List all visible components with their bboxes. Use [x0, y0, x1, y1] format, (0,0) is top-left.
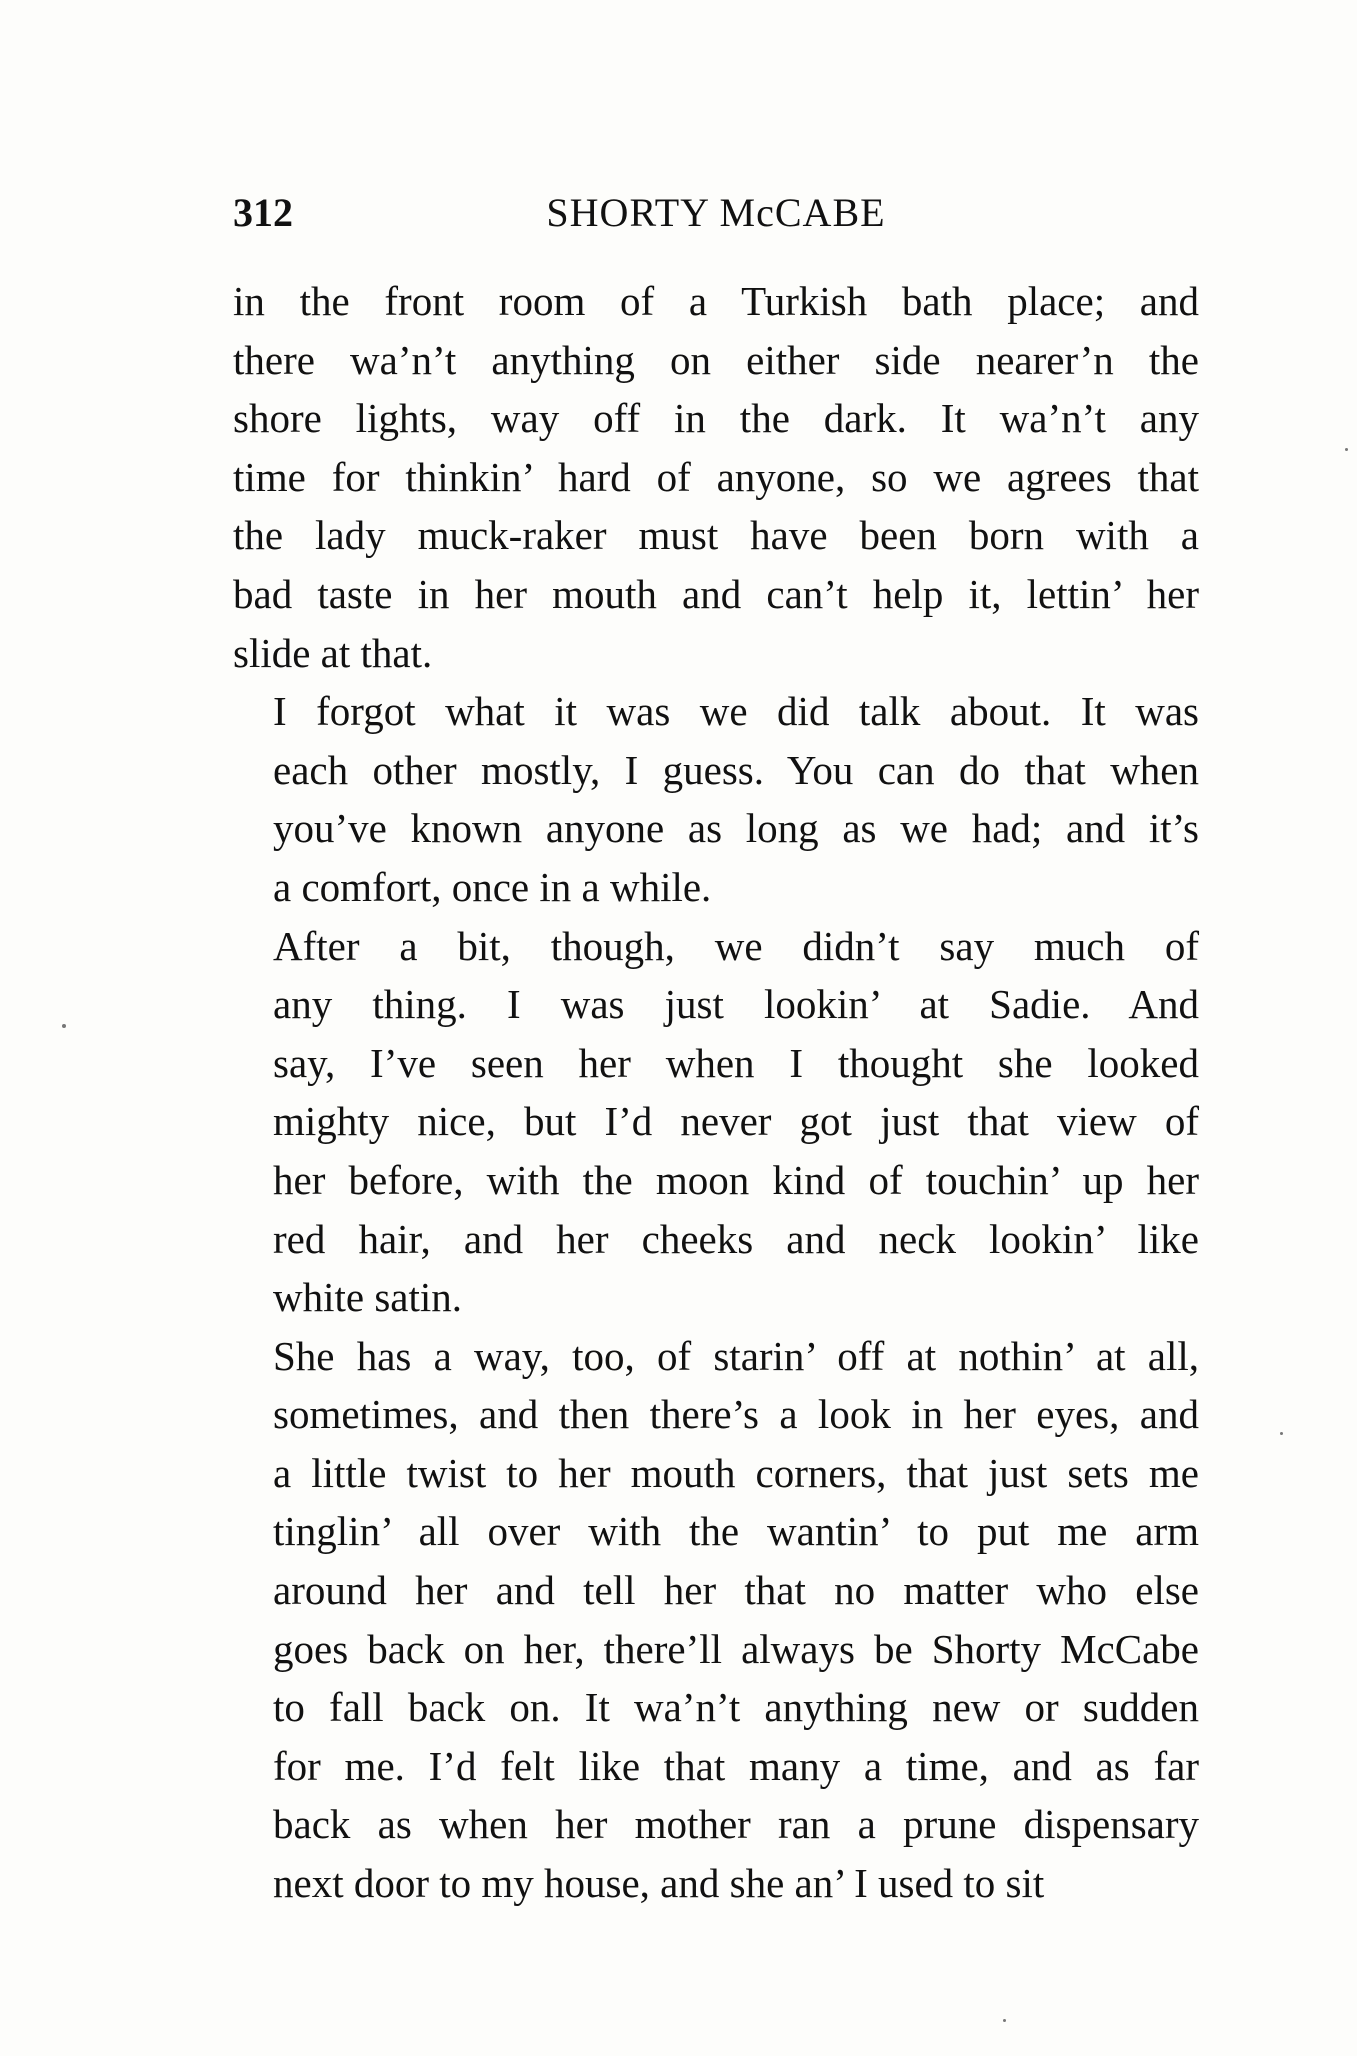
text-line: in the front room of a Turkish bath place; and — [233, 278, 1199, 324]
text-line: slide at that. — [233, 629, 433, 676]
text-line: She has a way, too, of starin’ off at nothin’ at all, — [273, 1332, 1199, 1379]
book-title: SHORTY McCABE — [546, 190, 886, 235]
text-line: next door to my house, and she an’ I used to sit — [273, 1860, 1045, 1907]
print-speck — [62, 1024, 66, 1028]
paragraph — [233, 1327, 1199, 1913]
text-line: back as when her mother ran a prune dispensary — [273, 1801, 1199, 1848]
text-line: goes back on her, there’ll always be Shorty McCabe — [273, 1625, 1199, 1672]
text-line: the lady muck-raker must have been born with a — [233, 512, 1199, 559]
text-line: her before, with the moon kind of touchin’ up her — [273, 1156, 1199, 1203]
paragraph — [233, 682, 1199, 916]
text-line: each other mostly, I guess. You can do that when — [273, 746, 1199, 793]
text-line: time for thinkin’ hard of anyone, so we agrees that — [233, 453, 1199, 500]
paragraph — [233, 272, 1199, 682]
text-line: for me. I’d felt like that many a time, and as far — [273, 1742, 1199, 1789]
text-line: tinglin’ all over with the wantin’ to put me arm — [273, 1508, 1199, 1555]
print-speck — [1003, 2019, 1006, 2022]
page-number: 312 — [233, 190, 293, 235]
text-line: red hair, and her cheeks and neck lookin’ like — [273, 1215, 1199, 1262]
text-line: a little twist to her mouth corners, that just sets me — [273, 1449, 1199, 1496]
text-line: After a bit, though, we didn’t say much of — [273, 922, 1199, 969]
print-speck — [1280, 1432, 1283, 1435]
paragraph — [233, 917, 1199, 1327]
text-line: say, I’ve seen her when I thought she looked — [273, 1039, 1199, 1086]
text-line: to fall back on. It wa’n’t anything new or sudden — [273, 1684, 1199, 1731]
text-line: shore lights, way off in the dark. It wa’n’t any — [233, 395, 1199, 442]
text-line: sometimes, and then there’s a look in her eyes, and — [273, 1391, 1199, 1438]
text-line: you’ve known anyone as long as we had; and it’s — [273, 805, 1199, 852]
running-head — [233, 188, 1199, 238]
text-line: around her and tell her that no matter who else — [273, 1567, 1199, 1614]
text-line: any thing. I was just lookin’ at Sadie. And — [273, 981, 1199, 1028]
text-line: bad taste in her mouth and can’t help it, lettin’ her — [233, 570, 1199, 617]
print-speck — [1345, 448, 1348, 451]
body-text — [233, 272, 1199, 1913]
text-line: white satin. — [273, 1274, 463, 1321]
text-line: there wa’n’t anything on either side nearer’n the — [233, 336, 1199, 383]
text-line: a comfort, once in a while. — [273, 863, 712, 910]
text-line: I forgot what it was we did talk about. It was — [273, 688, 1199, 735]
text-line: mighty nice, but I’d never got just that view of — [273, 1098, 1199, 1145]
